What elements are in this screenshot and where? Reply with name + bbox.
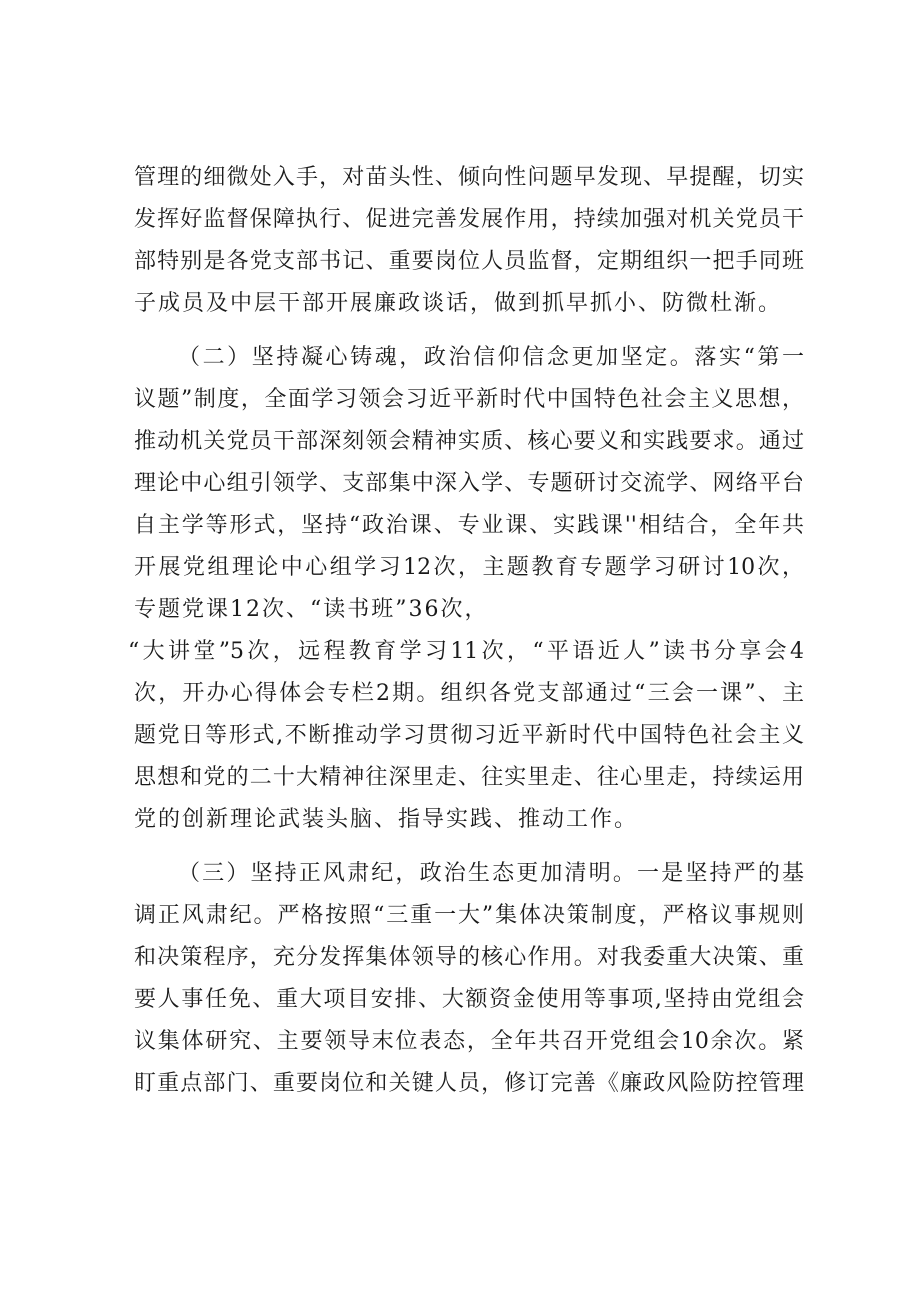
paragraph-2-line-6: 开展党组理论中心组学习12次，主题教育专题学习研讨10次， xyxy=(134,555,804,580)
paragraph-1-line-2: 发挥好监督保障执行、促进完善发展作用，持续加强对机关党员干 xyxy=(134,207,804,232)
paragraph-2-line-8: “大讲堂”5次，远程教育学习11次，“平语近人”读书分享会4 xyxy=(128,639,804,664)
paragraph-2-line-10: 题党日等形式,不断推动学习贯彻习近平新时代中国特色社会主义 xyxy=(134,723,804,748)
paragraph-3-line-2: 调正风肃纪。严格按照“三重一大”集体决策制度，严格议事规则 xyxy=(134,903,804,928)
paragraph-2-line-2: 议题”制度，全面学习领会习近平新时代中国特色社会主义思想， xyxy=(134,387,804,412)
paragraph-3-line-3: 和决策程序，充分发挥集体领导的核心作用。对我委重大决策、重 xyxy=(134,945,804,970)
paragraph-3-line-1: （三）坚持正风肃纪，政治生态更加清明。一是坚持严的基 xyxy=(178,861,804,886)
paragraph-2-line-4: 理论中心组引领学、支部集中深入学、专题研讨交流学、网络平台 xyxy=(134,471,804,496)
paragraph-2-line-12: 党的创新理论武装头脑、指导实践、推动工作。 xyxy=(134,807,639,832)
paragraph-3-line-5: 议集体研究、主要领导末位表态，全年共召开党组会10余次。紧 xyxy=(134,1029,804,1054)
paragraph-2-line-5: 自主学等形式，坚持“政治课、专业课、实践课''相结合，全年共 xyxy=(134,513,804,538)
paragraph-2-line-11: 思想和党的二十大精神往深里走、往实里走、往心里走，持续运用 xyxy=(134,765,804,790)
paragraph-3-line-4: 要人事任免、重大项目安排、大额资金使用等事项,坚持由党组会 xyxy=(134,987,804,1012)
paragraph-1-line-4: 子成员及中层干部开展廉政谈话，做到抓早抓小、防微杜渐。 xyxy=(134,291,783,316)
paragraph-2-line-7: 专题党课12次、“读书班”36次， xyxy=(134,597,489,622)
paragraph-3-line-6: 盯重点部门、重要岗位和关键人员，修订完善《廉政风险防控管理 xyxy=(134,1071,804,1096)
paragraph-2-line-3: 推动机关党员干部深刻领会精神实质、核心要义和实践要求。通过 xyxy=(134,429,804,454)
paragraph-2-line-9: 次，开办心得体会专栏2期。组织各党支部通过“三会一课”、主 xyxy=(134,681,804,706)
paragraph-2-line-1: （二）坚持凝心铸魂，政治信仰信念更加坚定。落实“第一 xyxy=(178,345,804,370)
paragraph-1-line-3: 部特别是各党支部书记、重要岗位人员监督，定期组织一把手同班 xyxy=(134,249,804,274)
paragraph-1-line-1: 管理的细微处入手，对苗头性、倾向性问题早发现、早提醒，切实 xyxy=(134,165,804,190)
